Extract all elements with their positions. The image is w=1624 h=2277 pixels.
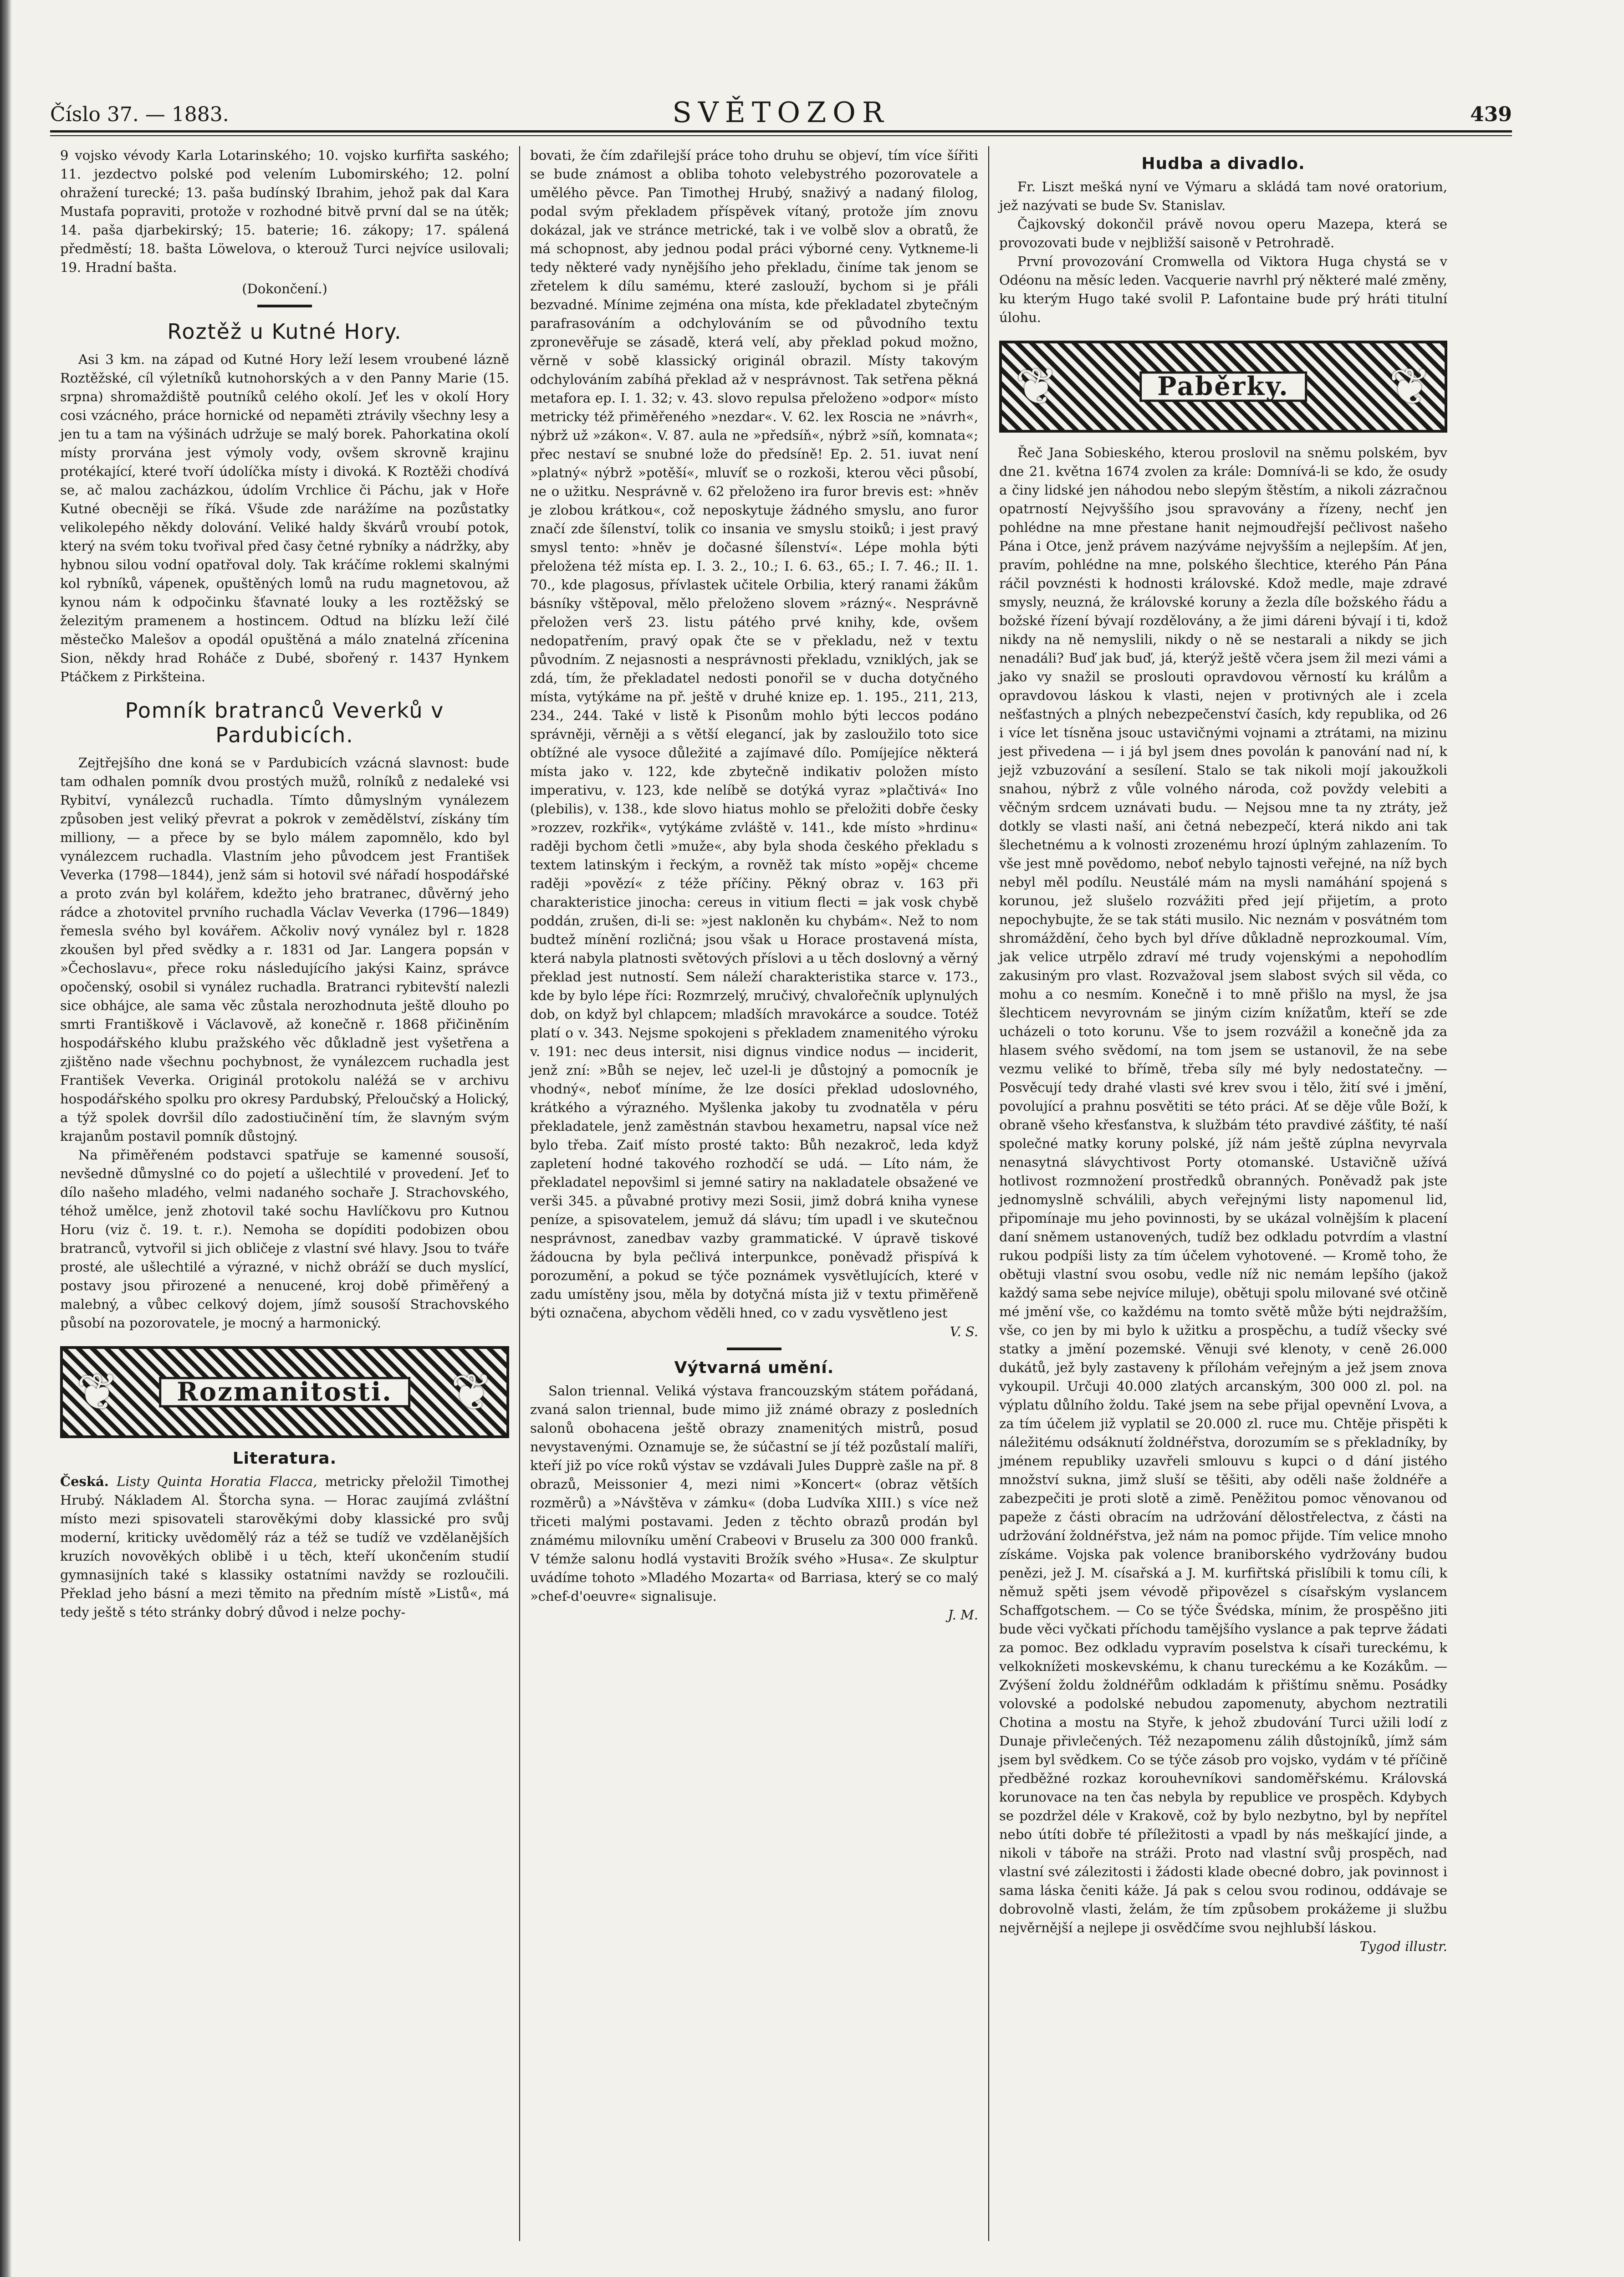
section-divider [727, 1348, 781, 1350]
column-right [988, 146, 1457, 2241]
heading-hudba: Hudba a divadlo. [1141, 154, 1305, 173]
book-spine-shadow [0, 0, 12, 2277]
continued-note: (Dokončení.) [242, 281, 327, 296]
ornament-icon: ❦ [1016, 357, 1058, 416]
signature-literatura: V. S. [950, 1324, 978, 1339]
newspaper-page [50, 96, 1512, 2254]
banner-label: Paběrky. [1139, 372, 1307, 402]
page-number: 439 [1470, 103, 1512, 126]
literatura-book-title: Listy Quinta Horatia Flacca, [117, 1474, 317, 1489]
article-pomnik-p2: Na přiměřeném podstavci spatřuje se kamenné sousoší, nevšedně důmyslné co do pojetí a ušlechtilé v provedení. Jeť to dílo našeho mladého, velmi nadaného sochaře J. Strachovského, téhož umělce, jenž zhotovil také sochu Havlíčkovu pro Kutnou Horu (viz č. 19. t. r.). Nemoha se dopíditi podobizen obou bratranců, vytvořil si jich obličeje z vlastní své hlavy. Jsou to tváře prosté, ale ušlechtilé a výrazné, v nichž obráží se duch myslící, postavy jsou přirozené a nenucené, kroj době přiměřený a malebný, a vůbec celkový dojem, jímž sousoší Strachovského působí na pozorovatele, je mocný a harmonický. [60, 1147, 509, 1331]
article-paberky: Řeč Jana Sobieského, kterou proslovil na sněmu polském, byv dne 21. května 1674 zvolen za krále: Domnívá-li se kdo, že osudy a činy lidské jen náhodou nebo slepým štěstím, a nikoli zázračnou opatrností Nejvyššího jsou spravovány a řízeny, nechť jen pohlédne na mne přestane hanit nejmoudřejší pečlivost našeho Pána i Otce, jenž právem nazýváme nejvyšším a nejlepším. Ať jen, pravím, pohlédne na mne, polského šlechtice, kterého Pán Pána ráčil povznésti k hodnosti královské. Kdož medle, maje zdravé smysly, neuzná, že královské koruny a žezla díle božského řádu a božské řízení bývají rozdělovány, a že jimi dáreni bývají i ti, kdož nikdy na ně nemyslili, nikdy o ně se nestarali a nikdy se jich nenadáli? Buď jak buď, já, kterýž ještě včera jsem žil mezi vámi a jako vy snažil se proslouti opravdovou věrností ku králům a opravdovou láskou k vlasti, nejen v protivných ale i zcela nešťastných a plných nebezpečenství časích, kdy republika, od 26 i více let tísněna jsouc ustavičnými vojnami a ztrátami, na mizinu jest přivedena — i já byl jsem dnes povolán k panování nad ní, k jejž vzbuzování a sesílení. Stalo se tak nikoli mojí jakoužkoli snahou, nýbrž z vůle volného národa, což povždy velebiti a věčným srdcem uznávati budu. — Nejsou mne ta ny ztráty, jež dotkly se vlasti naší, ani četná nebezpečí, která nikdo ani tak šlechetnému a k volnosti zrozenému hrozí úplným zahlazením. To vše jest mně povědomo, neboť nebylo tajnosti veřejné, na níž bych nebyl měl podílu. Neustálé mám na mysli namáhání spojená s korunou, jež slušelo rozvážiti před její přijetím, a proto nepochybujte, že se tak státi musilo. Nic neznám v posvátném tom shromáždění, čeho bych byl dříve důkladně neprozkoumal. Vím, jak velice utrpělo zdraví mé trudy vojenskými a nepohodlím zakusiným pro vlast. Rozvažoval jsem slabost svých sil věda, co mohu a co nesmím. Konečně i to mně přišlo na mysl, že jsa šlechticem nevyrovnám se jiným cizím knížatům, kteří se zde ucházeli o toto korunu. Vše to jsem rozvážil a konečně jda za hlasem svého svědomí, na tom jsem se ustanovil, že na sebe vezmu veliké to břímě, třeba síly mé byly nedostatečny. — Posvěcují tedy drahé vlasti své krev svou i tělo, žití své i jmění, povolující a prahnu posvětiti se této práci. Ať se děje vůle Boží, k obraně všeho křesťanstva, k službám této pravdivé zášťity, té naší společné matky koruny polské, jíž nám ještě zúplna nevyrvala nenasytná slávychtivost Porty otomanské. Ustavičně užívá hotlivost rozmnožení prostředků obranných. Poněvadž pak jste jednomyslně schválili, abych veřejnými listy napomenul lid, připomínaje mu jeho povinnosti, by se ukázal volnějším k placení daní sněmem ustanovených, tudíž bez odkladu potvrdím a vlastní rukou podpíši listy za tím účelem vyhotovené. — Kromě toho, že obětuji vlastní svou osobu, vedle níž nic nemám lepšího (jakož každý sama sebe nejvíce miluje), obětuji spolu milované své otčině mé jmění vše, co každému na tomto světě může býti nejdražším, vše, co jen by mi bylo k užitku a prospěchu, a tudíž všecky své statky a jmění pozemské. Věnuji své klenoty, v ceně 26.000 dukátů, jež byly zastaveny k přílohám veřejným a jež jsem znova vykoupil. Určuji 40.000 zlatých arcanským, 300 000 zl. pol. na výplatu důlního žoldu. Také jsem na sebe přijal opevnění Lvova, a za tím účelem již vyplatil se 20.000 zl. ruce mu. Chtěje přispěti k náležitému odsáknutí žoldnéřstva, dorozumím se s překladníky, by jménem republiky uzavřeli smlouvu s kupci o d dání jistého množství sukna, jimž sluší se těšiti, aby oděli naše žoldnéře a zabezpečiti je proti slotě a zimě. Peněžitou pomoc věnovanou od papeže z části obracím na udržování dělostřelectva, z části na udržování žoldnéřstva, jež nám na pomoc přijde. Tím velice mnoho získáme. Vojska pak volence braniborského vydržovány budou penězi, jež J. M. císařská a J. M. kurfiřtská přislíbili k tomu cíli, k němuž spěti jsem vévodě připovězel s císařským vyslancem Schaffgotschem. — Co se týče Švédska, mínim, že prospěšno jiti bude věci vyčkati příchodu tamějšího vyslance a pak teprve žádati za pomoc. Bez odkladu vypravím poselstva k císaři tureckému, k velkoknížeti moskevskému, k chanu tureckému a ke Kozákům. — Zvýšení žoldu žoldnéřům odkladám k přištímu sněmu. Posádky volovské a podolské nebudou zapomenuty, abychom neztratili Chotina a mostu na Styře, k jehož zbudování Turci užili lodí z Dunaje přivlečených. Též nezapomenu zálih důstojníků, jímž sám jsem byl svědkem. Co se týče zásob pro vojsko, vydám v té příčině předběžné rozkaz korouhevníkovi sandoměřskému. Královská korunovace na ten čas nebyla by republice ve prospěch. Kdybych se pozdržel déle v Krakově, což by bylo nezbytno, byl by nepřítel nebo útíti dobře té příležitosti a vpadl by nás meškající jinde, a nikoli v táboře na stráži. Proto nad vlastní svůj prospěch, nad vlastní své zálezitosti i žádosti klade obecné dobro, jak povinnost i sama láska čeniti káže. Já pak s celou svou rodinou, oddávaje se dobrovolně vlasti, želám, že tím způsobem prokážeme ji službu nejvěrnější a nejlepe ji osvědčíme svou nejhlubší láskou. [999, 445, 1447, 1935]
map-legend-continuation: 9 vojsko vévody Karla Lotarinského; 10. vojsko kurfiřta saského; 11. jezdectvo polské pod velením Lubomirského; 12. polní ohražení turecké; 13. paša budínský Ibrahim, jehož pak dal Kara Mustafa popraviti, protože v rozhodné bitvě první dal se na útěk; 14. paša djarbekirský; 15. baterie; 16. zákopy; 17. spálená předměstí; 18. bašta Löwelova, o kterouž Turci nejvíce usilovali; 19. Hradní bašta. [60, 148, 509, 275]
masthead [50, 96, 1512, 128]
banner-label: Rozmanitosti. [159, 1377, 410, 1408]
ornament-icon: ❦ [1389, 357, 1431, 416]
ornament-icon: ❦ [77, 1363, 119, 1421]
article-hudba-cajkovsky: Čajkovský dokončil právě novou operu Mazepa, která se provozovati bude v nejbližší saisoně v Petrohradě. [999, 216, 1447, 250]
signature-vytvarna: J. M. [948, 1607, 978, 1623]
column-left [50, 146, 519, 2241]
article-hudba-cromwell: První provozování Cromwella od Viktora Huga chystá se v Odéonu na měsíc leden. Vacquerie navrhl prý některé malé změny, ku kterým Hugo také svolil P. Lafontaine bude prý hráti titulní úlohu. [999, 254, 1447, 325]
signature-paberky: Tygod illustr. [1359, 1939, 1447, 1954]
paberky-banner [999, 341, 1447, 433]
rozmanitosti-banner [60, 1346, 509, 1438]
columns [50, 146, 1512, 2241]
column-middle [519, 146, 988, 2241]
article-hudba-liszt: Fr. Liszt mešká nyní ve Výmaru a skládá tam nové oratorium, jež nazývati se bude Sv. Stanislav. [999, 179, 1447, 213]
issue-number: Číslo 37. — 1883. [50, 103, 229, 126]
literatura-text: metricky přeložil Timothej Hrubý. Nákladem Al. Štorcha syna. — Horac zaujímá zvláštní místo mezi spisovateli starověkými doby klassické pro svůj moderní, kriticky uvědomělý ráz a též se tudíž ve vzdělanějších kruzích novověkých oblibě i u těch, kteří ukončením studií gymnasijních také s klassiky ostatními navždy se rozloučili. Překlad jeho básní a mezi těmito na předním místě »Listů«, má tedy ještě s této stránky dobrý důvod i nelze pochy- [60, 1474, 509, 1620]
article-roztez: Asi 3 km. na západ od Kutné Hory leží lesem vroubené lázně Roztěžské, cíl výletníků kutnohorských a v den Panny Marie (15. srpna) shromaždiště poutníků celého okolí. Jeť les v okolí Hory cosi vzácného, práce hornické od nepaměti ztrávily všechny lesy a jen tu a tam na výšinách udržuje se malý borek. Pahorkatina okolí místy prorvána jest výmoly vody, ovšem skrovně krajinu protékající, které tvoří údolíčka místy i divoká. K Roztěži chodívá se, ač malou zacházkou, údolím Vrchlice či Páchu, jak v Hoře Kutné obecněji se říká. Všude zde narážíme na pozůstatky velikolepého někdy dolování. Veliké haldy škvárů vroubí potok, který na svém toku tvořival před časy četné rybníky a nádržky, aby hybnou silou vodní opatřoval doly. Tak kráčíme roklemi skalnými kol rybníků, vápenek, opuštěných lomů na rudu magnetovou, až kynou nám k odpočinku šťavnaté louky a les roztěžský se železitým pramenem a hostincem. Odtud na blízku leží čilé městečko Malešov a opodál opuštěná a málo znatelná zřícenina Sion, někdy hrad Roháče z Dubé, sbořený r. 1437 Hynkem Ptáčkem z Pirkšteina. [60, 352, 509, 684]
heading-literatura: Literatura. [232, 1449, 337, 1468]
literatura-label: Česká. [60, 1474, 109, 1489]
heading-pomnik: Pomník bratranců Veverků v Pardubicích. [125, 698, 444, 747]
article-literatura [60, 1472, 509, 1622]
article-vytvarna: Salon triennal. Veliká výstava francouzským státem pořádaná, zvaná salon triennal, bude mimo již známé obrazy z posledních salonů obohacena ještě obrazy znamenitých mistrů, posud nevystavenými. Oznamuje se, že súčastní se jí též pozůstalí malíři, kteří již po více roků výstav se vzdávali Jules Dupprè zašle na př. 8 obrazů, Meissonier 4, mezi nimi »Koncert« (obraz větších rozměrů) a »Návštěva v zámku« (doba Ludvíka XIII.) s více než třiceti malými postavami. Jeden z těchto obrazů prodán byl známému milovníku umění Crabeovi v Bruselu za 300 000 franků. V témže salonu hodlá vystaviti Brožík svého »Husa«. Ze skulptur uvádíme tohoto »Mladého Mozarta« od Barriasa, který se co malý »chef-d'oeuvre« signalisuje. [530, 1383, 978, 1604]
masthead-rule [50, 130, 1512, 136]
ornament-icon: ❦ [450, 1363, 493, 1421]
section-divider [257, 305, 312, 307]
heading-vytvarna: Výtvarná umění. [674, 1358, 834, 1377]
heading-roztez: Roztěž u Kutné Hory. [167, 319, 402, 344]
journal-title: SVĚTOZOR [672, 96, 890, 129]
article-literatura-continued: bovati, že čím zdařilejší práce toho druhu se objeví, tím více šířiti se bude známost a obliba tohoto velebystrého pozorovatele a umělého pěvce. Pan Timothej Hrubý, snaživý a nadaný filolog, podal svým překladem příspěvek vítaný, protože jím znovu dokázal, jak ve stránce metrické, tak i ve volbě slov a obratů, že má schopnost, aby jednou podal práci výborné ceny. Vytkneme-li tedy některé vady nynějšího jeho překladu, činíme tak jenom se zřetelem k dílu samému, které zaslouží, bychom si je přáli bezvadné. Mínime zejména ona místa, kde překladatel zbytečným parafrasováním a odchylováním se od původního textu zpronevěřuje se zásadě, která velí, aby překlad pokud možno, věrně v sobě klassický originál obrazil. Místy takovým odchylováním zabíhá překlad až v nesprávnost. Tak setřena pěkná metafora ep. I. 1. 32; v. 43. slovo repulsa přeloženo »odpor« místo metricky též přiměřeného »nezdar«. V. 62. lex Roscia ne »návrh«, nýbrž už »zákon«. V. 87. aula ne »předsíň«, nýbrž »síň, komnata«; přec nestaví se snubné lože do předsíně! Ep. 2. 51. iuvat není »platný« nýbrž »potěší«, mluvíť se o rozkoši, kterou věci působí, ne o užitku. Nesprávně v. 62 přeloženo ira furor brevis est: »hněv je zlobou krátkou«, což neposkytuje žádného smyslu, ano furor značí zde šílenství, tolik co insania ve smyslu stoiků; i jest pravý smysl tento: »hněv je dočasné šílenství«. Lépe mohla býti přeložena též místa ep. I. 3. 2., 10.; I. 6. 63., 65.; I. 7. 46.; II. 1. 70., kde plagosus, přívlastek učitele Orbilia, který ranami žákům básníky vštěpoval, mělo přeloženo slovem »rázný«. Nesprávně přeložen verš 23. listu pátého prvé knihy, kde, ovšem nedopatřením, pravý opak čte se v překladu, než v textu původním. Z nejasnosti a nesprávnosti překladu, vzniklých, jak se zdá, tím, že překladatel nedosti ponořil se v ducha dotyčného místa, vytýkáme na př. ještě v druhé knize ep. 1. 195., 211, 213, 234., 244. Také v listě k Pisonům mohlo býti leccos podáno správněji, věrněji a s větší elegancí, jak by zasloužilo toto sice obtížné ale vysoce důležité a zajímavé dílo. Pomíjejíce některá místa jako v. 122, kde zbytečně indikativ položen místo imperativu, v. 123, kde nelíbě se dotýká vyraz »plačtivá« Ino (plebilis), v. 138., kde slovo hiatus mohlo se přeložiti dobře česky »rozzev, rozkřik«, vytýkáme zvláště v. 141., kde místo »hrdinu« raději bychom četli »muže«, aby byla shoda českého překladu s textem latinským i řeckým, a rovněž tak místo »opěj« chceme raději »povězí« z téže příčiny. Pěkný obraz v. 163 při charakteristice jinocha: cereus in vitium flecti = jak vosk chybě poddán, zrušen, di-li se: »jest nakloněn ku chybám«. Než to nom budtež mínění rozličná; jsou však u Horace prostavená místa, která nabyla platnosti světových příslovi a u těch doslovný a věrný překlad jest nutností. Sem náleží charakteristika starce v. 173., kde by bylo lépe říci: Rozmrzelý, mručivý, chvalořečník uplynulých dob, on když byl chlapcem; mladších mravokárce a soudce. Totéž platí o v. 343. Nejsme spokojeni s překladem znamenitého výroku v. 191: nec deus intersit, nisi dignus vindice nodus — inciderit, jenž zní: »Bůh se nejev, leč uzel-li je důstojný a pomocník je vhodný«, neboť míníme, že lze dosíci překlad udoslovného, krátkého a výrazného. Myšlenka jakoby tu zvodnatěla v péru překladatele, jenž zaměstnán stavbou hexametru, napsal více než bylo třeba. Zaiť místo prosté takto: Bůh nezakroč, leda když zapletení hodné takového rozhodčí se udá. — Líto nám, že překladatel nepovšiml si jemné satiry na nakladatele obsažené ve verši 345. a půvabné protivy mezi Sosii, jimž dobrá kniha vynese peníze, a spisovatelem, jemuž dá slávu; tím upadl i ve skutečnou nesprávnost, zanedbav vazby grammatické. V úpravě tiskové žádoucna by byla pečlivá interpunkce, poněvadž přispívá k porozumění, a pokud se týče poznámek vysvětlujících, které v zadu umístěny jsou, měla by dotyčná místa již v textu přiměřeně býti označena, abychom věděli hned, co v zadu vysvětleno jest [530, 148, 978, 1321]
article-pomnik-p1: Zejtřejšího dne koná se v Pardubicích vzácná slavnost: bude tam odhalen pomník dvou prostých mužů, rolníků z nedaleké vsi Rybitví, vynálezců ruchadla. Tímto důmyslným vynálezem způsoben jest veliký převrat a pokrok v zemědělství, získány tím milliony, — a přece by se bylo málem zapomnělo, kdo byl vynálezcem ruchadla. Vlastním jeho původcem jest František Veverka (1798—1844), jenž sám si hotovil své nářadí hospodářské a proto zván byl kolářem, kdežto jeho bratranec, důvěrný jeho rádce a zhotovitel prvního ruchadla Václav Veverka (1796—1849) řemesla svého byl kovářem. Ačkoliv nový vynález byl r. 1828 zkoušen byl před svědky a r. 1831 od Jar. Langera popsán v »Čechoslavu«, přece roku následujícího jakýsi Kainz, správce opočenský, osobil si vynález ruchadla. Bratranci rybitevští nalezli sice obhájce, ale sama věc zůstala nerozhodnuta ještě dlouho po smrti Františkově i Václavově, až konečně r. 1868 přičiněním hospodářského klubu pražského věc důkladně jest vyšetřena a zjištěno nade všechnu pochybnost, že vynálezcem ruchadla jest František Veverka. Originál protokolu naléžá se v archivu hospodářského spolku pro okresy Pardubský, Přeloučský a Holický, a týž spolek dovršil dílo zadostiučinění tím, že slavným svým krajanům postavil pomník důstojný. [60, 755, 509, 1144]
